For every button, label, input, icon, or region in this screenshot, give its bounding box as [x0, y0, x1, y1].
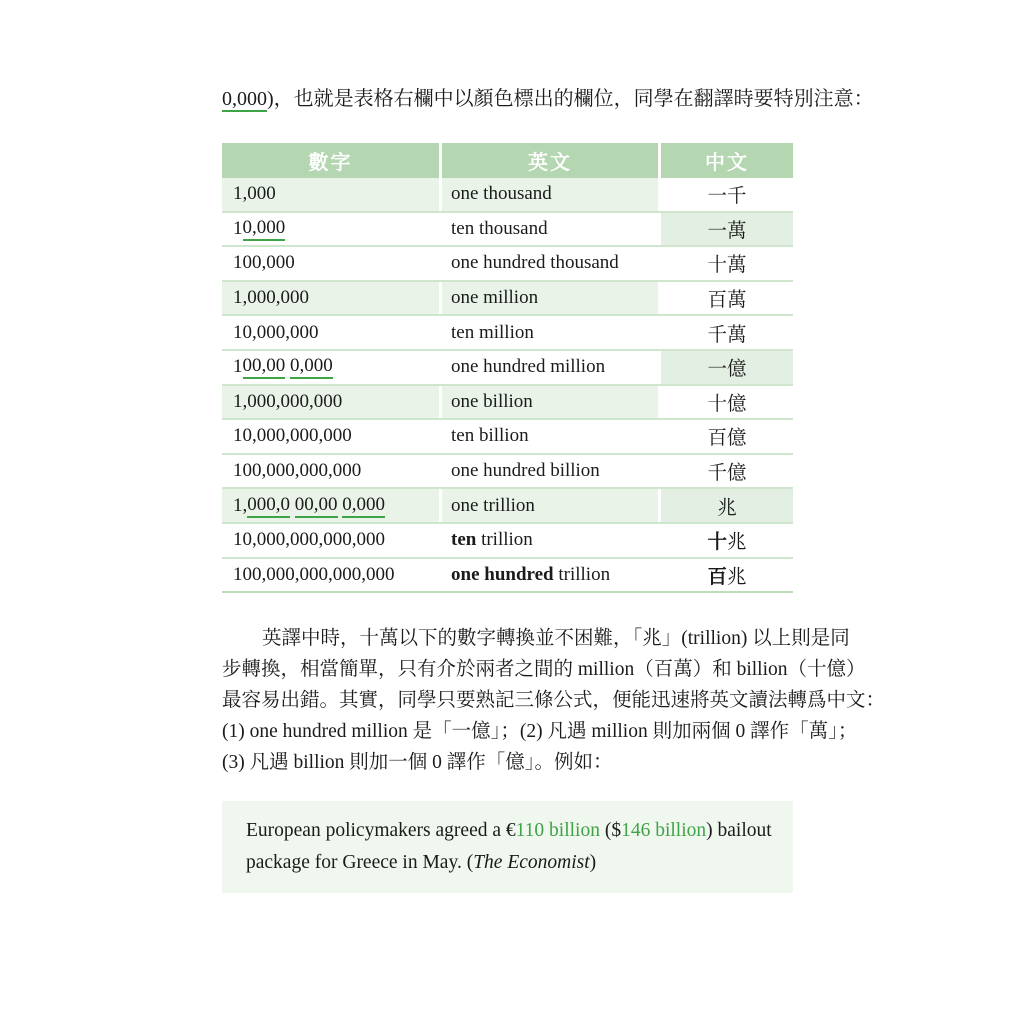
chinese-cell [661, 524, 793, 557]
header-cell-number: 數字 [222, 143, 439, 178]
text-segment: 千萬 [707, 324, 747, 346]
english-cell [442, 386, 658, 419]
english-cell [442, 178, 658, 211]
table-row [222, 282, 793, 317]
table-row [222, 420, 793, 455]
number-cell [222, 351, 439, 384]
number-cell [222, 316, 439, 349]
number-cell [222, 455, 439, 488]
text-segment: 千億 [707, 463, 747, 485]
text-segment: 100,000 [233, 252, 295, 274]
text-segment: (3) 凡遇 billion 則加一個 0 譯作「億」。例如： [222, 752, 613, 773]
text-segment: 10,000,000,000 [233, 425, 352, 447]
text-segment: 兆 [717, 497, 737, 519]
header-cell-english: 英文 [442, 143, 658, 178]
text-segment: one million [451, 287, 539, 309]
number-cell [222, 213, 439, 246]
paragraph-line [222, 685, 885, 716]
example-quote-box [222, 801, 793, 893]
number-cell [222, 178, 439, 211]
text-segment: trillion [553, 563, 611, 585]
english-cell [442, 559, 658, 592]
underlined-digits: 00,00 [295, 494, 338, 518]
number-cell [222, 247, 439, 280]
table-row [222, 247, 793, 282]
chinese-cell [661, 455, 793, 488]
text-segment: ten billion [451, 425, 529, 447]
underlined-digits: 0,000 [342, 494, 385, 518]
text-segment: 十億 [707, 393, 747, 415]
table-row [222, 524, 793, 559]
chinese-cell [661, 489, 793, 522]
text-segment: 一億 [707, 359, 747, 381]
text-segment: ten [451, 529, 477, 551]
text-segment: ten million [451, 321, 534, 343]
underlined-digits: 0,000 [222, 88, 267, 110]
english-cell [442, 351, 658, 384]
intro-line [222, 84, 874, 114]
english-cell [442, 489, 658, 522]
table-body [222, 178, 793, 593]
table-row [222, 213, 793, 248]
underlined-digits: 00,00 [243, 355, 286, 379]
underlined-digits: 0,000 [290, 355, 333, 379]
text-segment: 100,000,000,000 [233, 460, 362, 482]
text-segment: 步轉換，相當簡單，只有介於兩者之間的 million（百萬）和 billion（十億） [222, 659, 866, 680]
text-segment: 兆 [727, 532, 747, 554]
number-cell [222, 489, 439, 522]
english-cell [442, 213, 658, 246]
text-segment: 一千 [707, 186, 747, 208]
number-cell [222, 559, 439, 592]
number-cell [222, 524, 439, 557]
paragraph-line [222, 747, 885, 778]
english-cell [442, 247, 658, 280]
text-segment: 英譯中時，十萬以下的數字轉換並不困難，「兆」(trillion) 以上則是同 [262, 628, 850, 649]
text-segment: (1) one hundred million 是「一億」；(2) 凡遇 million 則加兩個 0 譯作「萬」； [222, 721, 858, 742]
chinese-cell [661, 386, 793, 419]
table-row [222, 489, 793, 524]
text-segment: one hundred million [451, 356, 606, 378]
text-segment: 最容易出錯。其實，同學只要熟記三條公式，便能迅速將英文讀法轉爲中文： [222, 690, 886, 711]
text-segment: one thousand [451, 183, 552, 205]
quote-line [246, 815, 793, 847]
underlined-digits: 0,000 [243, 217, 286, 241]
table-row [222, 455, 793, 490]
text-segment: 1 [233, 217, 243, 239]
text-segment: 百 [707, 566, 727, 588]
table-header-row [222, 143, 793, 178]
text-segment: ) bailout [706, 820, 772, 841]
text-segment: 1 [233, 356, 243, 378]
paragraph-line [222, 623, 885, 654]
text-segment: ten thousand [451, 217, 548, 239]
table-row [222, 559, 793, 594]
chinese-cell [661, 559, 793, 592]
number-cell [222, 386, 439, 419]
table-row [222, 178, 793, 213]
text-segment: ($ [599, 820, 622, 841]
text-segment: 一萬 [707, 220, 747, 242]
text-segment: 1, [233, 494, 248, 516]
text-segment: package for Greece in May. ( [246, 852, 474, 873]
text-segment: one hundred [451, 563, 554, 585]
text-segment: 十 [707, 532, 727, 554]
text-segment: 百萬 [707, 290, 747, 312]
text-segment: European policymakers agreed a € [246, 820, 516, 841]
text-segment: 10,000,000,000,000 [233, 529, 385, 551]
text-segment: trillion [476, 529, 533, 551]
number-cell [222, 420, 439, 453]
body-paragraph [222, 623, 885, 778]
text-segment: 百億 [707, 428, 747, 450]
text-segment: one trillion [451, 494, 535, 516]
english-cell [442, 316, 658, 349]
text-segment: 十萬 [707, 255, 747, 277]
table-row [222, 316, 793, 351]
text-segment: one hundred billion [451, 460, 600, 482]
number-translation-table [222, 143, 793, 593]
underlined-digits: 000,0 [247, 494, 290, 518]
table-row [222, 386, 793, 421]
chinese-cell [661, 247, 793, 280]
text-segment: )，也就是表格右欄中以顏色標出的欄位，同學在翻譯時要特別注意： [267, 88, 874, 110]
chinese-cell [661, 420, 793, 453]
chinese-cell [661, 178, 793, 211]
text-segment: one billion [451, 390, 533, 412]
highlighted-amount: 146 billion [621, 820, 707, 841]
paragraph-line [222, 716, 885, 747]
text-segment: 10,000,000 [233, 321, 319, 343]
english-cell [442, 455, 658, 488]
chinese-cell [661, 351, 793, 384]
header-cell-chinese: 中文 [661, 143, 793, 178]
chinese-cell [661, 316, 793, 349]
text-segment: The Economist [473, 852, 590, 873]
chinese-cell [661, 282, 793, 315]
table-row [222, 351, 793, 386]
paragraph-line [222, 654, 885, 685]
text-segment: ) [589, 852, 597, 873]
chinese-cell [661, 213, 793, 246]
english-cell [442, 420, 658, 453]
text-segment: 1,000 [233, 183, 276, 205]
quote-line [246, 847, 793, 879]
text-segment: 100,000,000,000,000 [233, 563, 395, 585]
text-segment: one hundred thousand [451, 252, 619, 274]
highlighted-amount: 110 billion [515, 820, 600, 841]
english-cell [442, 524, 658, 557]
text-segment: 1,000,000 [233, 287, 309, 309]
number-cell [222, 282, 439, 315]
english-cell [442, 282, 658, 315]
text-segment: 1,000,000,000 [233, 390, 343, 412]
text-segment: 兆 [727, 566, 747, 588]
